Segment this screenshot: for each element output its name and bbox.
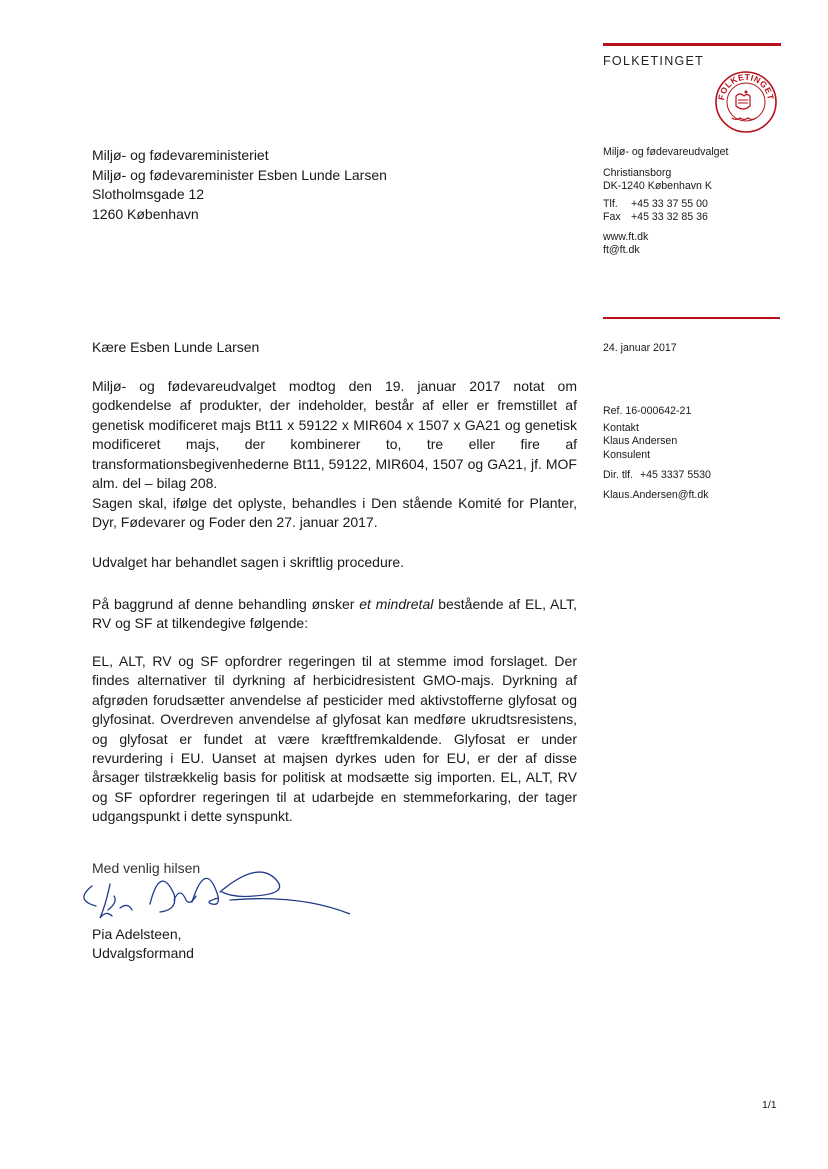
contact-email-link[interactable]: Klaus.Andersen@ft.dk [603,488,709,501]
sender-fax-row [603,211,793,225]
paragraph-4-emphasis: et mindretal [359,596,434,612]
sender-phone-row [603,198,793,212]
reference-number: Ref. 16-000642-21 [603,405,692,417]
contact-title: Konsulent [603,448,651,461]
seal-text: FOLKETINGET [716,71,776,101]
contact-name: Klaus Andersen [603,435,678,447]
phone-number: +45 33 37 55 00 [631,197,708,210]
header-rule [603,43,781,46]
paragraph-3: Udvalget har behandlet sagen i skriftlig procedure. [92,554,405,570]
closing-text: Med venlig hilsen [92,860,201,876]
recipient-line2: Miljø- og fødevareminister Esben Lunde Larsen [92,166,387,183]
paragraph-4-end: bestående af EL, ALT, RV og SF at tilkendegive følgende: [92,596,578,632]
sender-committee: Miljø- og fødevareudvalget [603,146,729,158]
sender-address1: Christiansborg [603,166,672,179]
signer-title: Udvalgsformand [92,945,194,962]
phone-label: Tlf. [603,197,618,210]
sender-block [603,146,793,258]
signer-name: Pia Adelsteen, [92,926,182,942]
sender-email-link[interactable]: ft@ft.dk [603,244,640,256]
direct-phone-label: Dir. tlf. [603,469,634,481]
salutation: Kære Esben Lunde Larsen [92,339,260,355]
sender-address2: DK-1240 København K [603,180,712,192]
meta-block [603,405,793,502]
brand-name: FOLKETINGET [603,54,705,68]
recipient-line3: Slotholmsgade 12 [92,186,205,203]
paragraph-4 [92,595,577,634]
fax-label: Fax [603,211,621,223]
recipient-address [92,146,387,224]
recipient-line4: 1260 København [92,205,199,222]
direct-phone-row [603,469,793,483]
paragraph-5: EL, ALT, RV og SF opfordrer regeringen til at stemme imod forslaget. Der findes alternativer til dyrkning af herbicidresistent GMO-majs. Dyrkning af afgrøden forudsætter anvendelse af pesticider med aktivstofferne glyfosat og glyfosinat. Overdreven anvendelse af glyfosat kan medføre ukrudtsresistens, og glyfosat er fundet at være kræftfremkaldende. Glyfosat er under revurdering i EU. Uanset at majsen dyrkes uden for EU, er der af disse årsager tilstrækkelig basis for politisk at modsætte sig importen. EL, ALT, RV og SF opfordrer regeringen til at udarbejde en stemmeforkaring, der tager udgangspunkt i dette synspunkt. [92,653,577,825]
signer-block [92,925,194,964]
handwritten-signature [70,856,350,926]
folketinget-seal-icon [714,70,778,134]
paragraph-1: Miljø- og fødevareudvalget modtog den 19. januar 2017 notat om godkendelse af produkter, der indeholder, består af eller er fremstillet af genetisk modificeret majs Bt11 x 59122 x MIR604 x 1507 x GA21 og genetisk modificeret majs, der kombinerer to, tre eller fire af transformationsbegivenhederne Bt11, 59122, MIR604, 1507 og GA21, jf. MOF alm. del – bilag 208. [92,378,577,492]
sender-web-link[interactable]: www.ft.dk [603,230,649,243]
paragraph-2: Sagen skal, ifølge det oplyste, behandles i Den stående Komité for Planter, Dyr, Fødevarer og Foder den 27. januar 2017. [92,495,577,531]
letter-date: 24. januar 2017 [603,342,677,354]
svg-text:FOLKETINGET [716,72,776,101]
page-number: 1/1 [762,1099,777,1111]
paragraph-4-start: På baggrund af denne behandling ønsker [92,596,360,612]
contact-label: Kontakt [603,421,639,434]
direct-phone-number: +45 3337 5530 [639,469,711,481]
recipient-line1: Miljø- og fødevareministeriet [92,147,269,163]
sidebar-rule [603,317,780,319]
fax-number: +45 33 32 85 36 [631,211,708,223]
